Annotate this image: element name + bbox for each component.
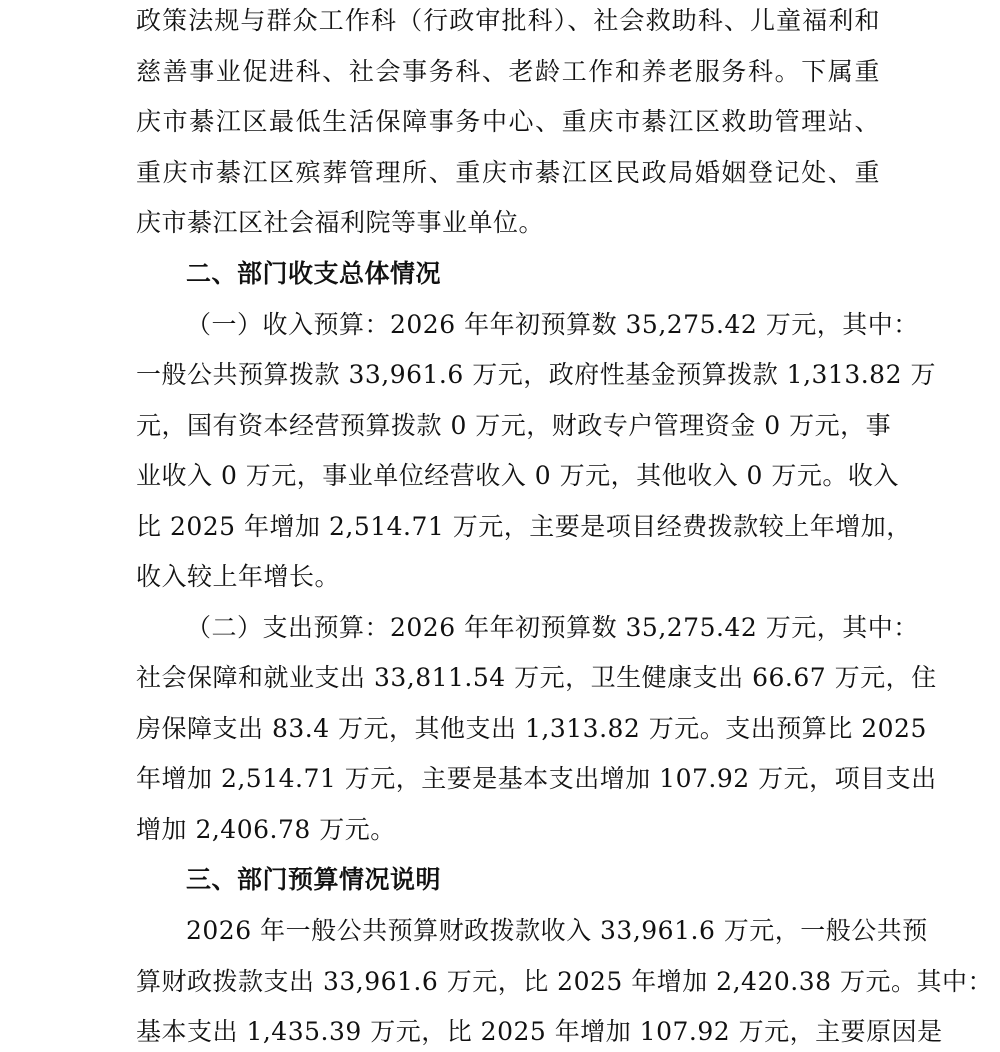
body-text-line: 庆市綦江区社会福利院等事业单位。 <box>136 208 545 237</box>
section-heading-2: 二、部门收支总体情况 <box>186 259 442 288</box>
paragraph-expenditure-first-line: （二）支出预算：2026 年年初预算数 35,275.42 万元，其中： <box>186 613 919 642</box>
body-text-line: 一般公共预算拨款 33,961.6 万元，政府性基金预算拨款 1,313.82 万 <box>136 360 936 389</box>
body-text-line: 庆市綦江区最低生活保障事务中心、重庆市綦江区救助管理站、 <box>136 107 880 136</box>
body-text-line: 重庆市綦江区殡葬管理所、重庆市綦江区民政局婚姻登记处、重 <box>136 158 880 187</box>
body-text-line: 算财政拨款支出 33,961.6 万元，比 2025 年增加 2,420.38 万元。其中： <box>136 967 993 996</box>
body-text-line: 比 2025 年增加 2,514.71 万元，主要是项目经费拨款较上年增加， <box>136 512 912 541</box>
body-text-line: 慈善事业促进科、社会事务科、老龄工作和养老服务科。下属重 <box>136 57 880 86</box>
body-text-line: 政策法规与群众工作科（行政审批科）、社会救助科、儿童福利和 <box>136 6 880 35</box>
body-text-line: 收入较上年增长。 <box>136 562 341 591</box>
body-text-line: 元，国有资本经营预算拨款 0 万元，财政专户管理资金 0 万元，事 <box>136 411 892 440</box>
body-text-line: 业收入 0 万元，事业单位经营收入 0 万元，其他收入 0 万元。收入 <box>136 461 899 490</box>
section-heading-3: 三、部门预算情况说明 <box>186 865 442 894</box>
body-text-line: 基本支出 1,435.39 万元，比 2025 年增加 107.92 万元，主要原因是 <box>136 1017 943 1046</box>
body-text-line: 房保障支出 83.4 万元，其他支出 1,313.82 万元。支出预算比 2025 <box>136 714 927 743</box>
body-text-line: 年增加 2,514.71 万元，主要是基本支出增加 107.92 万元，项目支出 <box>136 764 937 793</box>
body-text-line: 增加 2,406.78 万元。 <box>136 815 396 844</box>
paragraph-income-first-line: （一）收入预算：2026 年年初预算数 35,275.42 万元，其中： <box>186 310 919 339</box>
paragraph-budget-first-line: 2026 年一般公共预算财政拨款收入 33,961.6 万元，一般公共预 <box>186 916 928 945</box>
body-text-line: 社会保障和就业支出 33,811.54 万元，卫生健康支出 66.67 万元，住 <box>136 663 937 692</box>
